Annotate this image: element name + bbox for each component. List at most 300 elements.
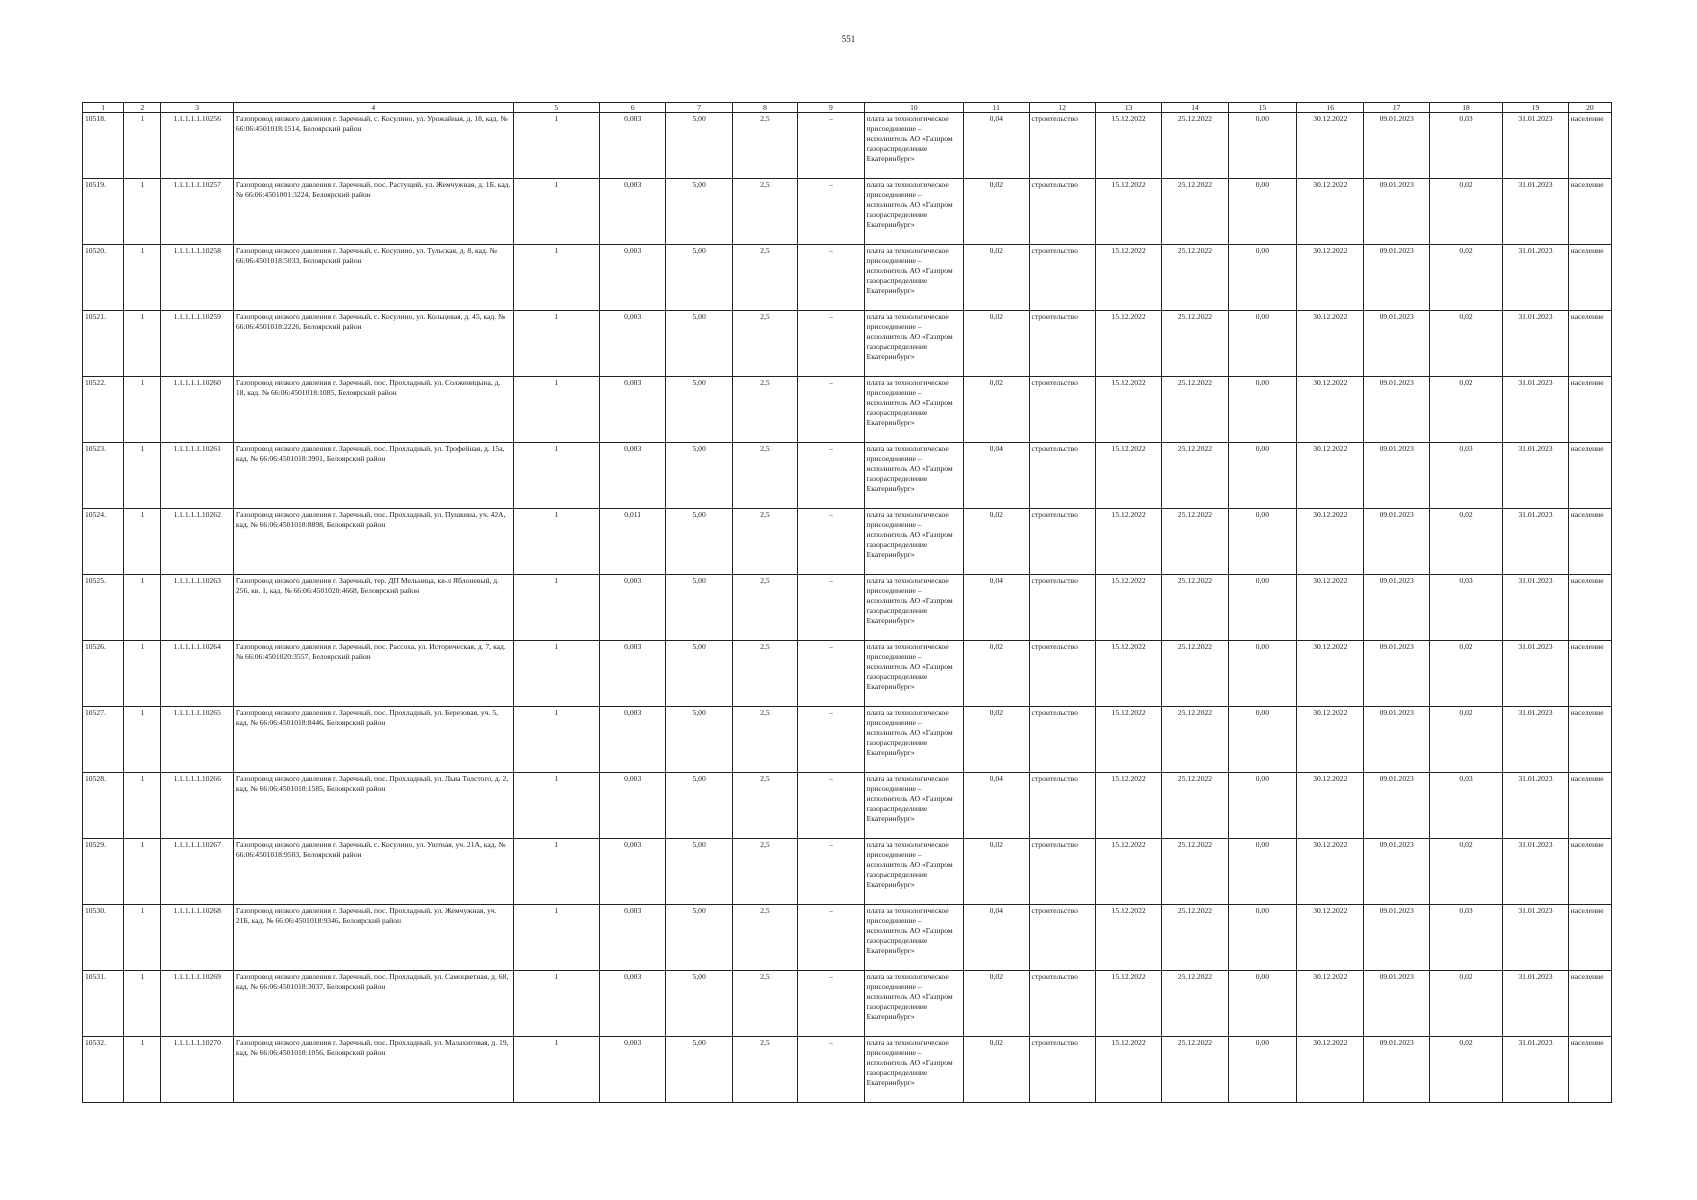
column-header-4: 4: [233, 103, 513, 113]
object-description: Газопровод низкого давления г. Заречный, пос. Прохладный, ул. Пушкина, уч. 42А, кад. № 66:06:4501018:8898, Белоярский район: [233, 509, 513, 575]
start-date: 15.12.2022: [1095, 311, 1161, 377]
end-date: 25.12.2022: [1162, 905, 1228, 971]
quantity-cell: 1: [513, 509, 600, 575]
cost-cell: 0,04: [964, 905, 1029, 971]
end-date: 25.12.2022: [1162, 707, 1228, 773]
object-code: 1.1.1.1.1.10270: [161, 1037, 233, 1103]
quantity-cell: 1: [513, 773, 600, 839]
length-cell: 0,003: [600, 1037, 666, 1103]
object-description: Газопровод низкого давления г. Заречный, пос. Прохладный, ул. Березовая, уч. 5, кад. № 66:06:4501018:8446, Белоярский район: [233, 707, 513, 773]
funding-source: плата за технологическое присоединение – исполнитель АО «Газпром газораспределение Екатеринбург»: [864, 971, 964, 1037]
object-code: 1.1.1.1.1.10259: [161, 311, 233, 377]
cost-with-vat: 0,03: [1429, 905, 1502, 971]
object-description: Газопровод низкого давления г. Заречный, пос. Прохладный, ул. Трофейная, д. 15а, кад. № 66:06:4501018:3901, Белоярский район: [233, 443, 513, 509]
cost-cell: 0,02: [964, 971, 1029, 1037]
diameter-cell: 5,00: [666, 1037, 732, 1103]
start-date: 15.12.2022: [1095, 773, 1161, 839]
table-row: [83, 641, 1612, 707]
consumer-category: население: [1568, 377, 1611, 443]
diameter-cell: 5,00: [666, 575, 732, 641]
table-row: [83, 1037, 1612, 1103]
row-number: 10526.: [83, 641, 124, 707]
activity-type: строительство: [1029, 311, 1095, 377]
column-header-16: 16: [1297, 103, 1364, 113]
pressure-cell: 2,5: [732, 179, 797, 245]
cost-cell: 0,02: [964, 509, 1029, 575]
capacity-cell: –: [798, 971, 864, 1037]
column-header-5: 5: [513, 103, 600, 113]
start-date: 15.12.2022: [1095, 641, 1161, 707]
pressure-cell: 2,5: [732, 575, 797, 641]
diameter-cell: 5,00: [666, 377, 732, 443]
commissioning-date: 30.12.2022: [1297, 377, 1364, 443]
count-cell: 1: [124, 839, 161, 905]
table-row: [83, 707, 1612, 773]
row-number: 10522.: [83, 377, 124, 443]
length-cell: 0,003: [600, 245, 666, 311]
cost-cell: 0,02: [964, 641, 1029, 707]
end-date: 25.12.2022: [1162, 839, 1228, 905]
value-cell: 0,00: [1228, 311, 1296, 377]
table-row: [83, 509, 1612, 575]
count-cell: 1: [124, 641, 161, 707]
final-date: 31.01.2023: [1503, 179, 1568, 245]
object-description: Газопровод низкого давления г. Заречный, пос. Прохладный, ул. Льва Толстого, д. 2, кад. № 66:06:4501018:1585, Белоярский район: [233, 773, 513, 839]
quantity-cell: 1: [513, 575, 600, 641]
row-number: 10524.: [83, 509, 124, 575]
funding-source: плата за технологическое присоединение – исполнитель АО «Газпром газораспределение Екатеринбург»: [864, 773, 964, 839]
commissioning-date: 30.12.2022: [1297, 839, 1364, 905]
value-cell: 0,00: [1228, 245, 1296, 311]
table-row: [83, 971, 1612, 1037]
object-description: Газопровод низкого давления г. Заречный, пос. Прохладный, ул. Малахитовая, д. 19, кад. № 66:06:4501018:1056, Белоярский район: [233, 1037, 513, 1103]
cost-with-vat: 0,02: [1429, 509, 1502, 575]
cost-cell: 0,02: [964, 1037, 1029, 1103]
start-date: 15.12.2022: [1095, 839, 1161, 905]
completion-date: 09.01.2023: [1364, 707, 1429, 773]
value-cell: 0,00: [1228, 377, 1296, 443]
consumer-category: население: [1568, 905, 1611, 971]
final-date: 31.01.2023: [1503, 641, 1568, 707]
object-description: Газопровод низкого давления г. Заречный, пос. Прохладный, ул. Солженицына, д. 18, кад. № 66:06:4501018:1085, Белоярский район: [233, 377, 513, 443]
column-header-14: 14: [1162, 103, 1228, 113]
object-description: Газопровод низкого давления г. Заречный, пос. Растущий, ул. Жемчужная, д. 1Б, кад. № 66:06:4501001:3224, Белоярский район: [233, 179, 513, 245]
diameter-cell: 5,00: [666, 245, 732, 311]
start-date: 15.12.2022: [1095, 245, 1161, 311]
final-date: 31.01.2023: [1503, 1037, 1568, 1103]
table-row: [83, 113, 1612, 179]
end-date: 25.12.2022: [1162, 311, 1228, 377]
quantity-cell: 1: [513, 311, 600, 377]
quantity-cell: 1: [513, 905, 600, 971]
consumer-category: население: [1568, 113, 1611, 179]
capacity-cell: –: [798, 179, 864, 245]
funding-source: плата за технологическое присоединение – исполнитель АО «Газпром газораспределение Екатеринбург»: [864, 707, 964, 773]
column-header-15: 15: [1228, 103, 1296, 113]
capacity-cell: –: [798, 311, 864, 377]
length-cell: 0,003: [600, 311, 666, 377]
consumer-category: население: [1568, 179, 1611, 245]
diameter-cell: 5,00: [666, 311, 732, 377]
funding-source: плата за технологическое присоединение – исполнитель АО «Газпром газораспределение Екатеринбург»: [864, 113, 964, 179]
cost-cell: 0,02: [964, 707, 1029, 773]
funding-source: плата за технологическое присоединение – исполнитель АО «Газпром газораспределение Екатеринбург»: [864, 509, 964, 575]
pressure-cell: 2,5: [732, 245, 797, 311]
row-number: 10529.: [83, 839, 124, 905]
pressure-cell: 2,5: [732, 707, 797, 773]
diameter-cell: 5,00: [666, 641, 732, 707]
quantity-cell: 1: [513, 1037, 600, 1103]
end-date: 25.12.2022: [1162, 245, 1228, 311]
quantity-cell: 1: [513, 707, 600, 773]
pressure-cell: 2,5: [732, 509, 797, 575]
cost-cell: 0,02: [964, 179, 1029, 245]
capacity-cell: –: [798, 839, 864, 905]
column-header-10: 10: [864, 103, 964, 113]
commissioning-date: 30.12.2022: [1297, 245, 1364, 311]
value-cell: 0,00: [1228, 509, 1296, 575]
value-cell: 0,00: [1228, 905, 1296, 971]
completion-date: 09.01.2023: [1364, 311, 1429, 377]
capacity-cell: –: [798, 707, 864, 773]
investment-register-table: [82, 102, 1612, 1103]
commissioning-date: 30.12.2022: [1297, 707, 1364, 773]
commissioning-date: 30.12.2022: [1297, 311, 1364, 377]
count-cell: 1: [124, 179, 161, 245]
length-cell: 0,003: [600, 575, 666, 641]
length-cell: 0,003: [600, 641, 666, 707]
final-date: 31.01.2023: [1503, 377, 1568, 443]
cost-cell: 0,04: [964, 443, 1029, 509]
consumer-category: население: [1568, 1037, 1611, 1103]
count-cell: 1: [124, 575, 161, 641]
pressure-cell: 2,5: [732, 971, 797, 1037]
cost-cell: 0,02: [964, 245, 1029, 311]
length-cell: 0,003: [600, 443, 666, 509]
object-description: Газопровод низкого давления г. Заречный, тер. ДП Мельница, кв-л Яблоневый, д. 256, кв. 1, кад. № 66:06:4501020:4668, Белоярский район: [233, 575, 513, 641]
activity-type: строительство: [1029, 971, 1095, 1037]
cost-with-vat: 0,03: [1429, 443, 1502, 509]
object-code: 1.1.1.1.1.10265: [161, 707, 233, 773]
activity-type: строительство: [1029, 707, 1095, 773]
cost-cell: 0,02: [964, 839, 1029, 905]
pressure-cell: 2,5: [732, 773, 797, 839]
column-header-6: 6: [600, 103, 666, 113]
activity-type: строительство: [1029, 575, 1095, 641]
value-cell: 0,00: [1228, 641, 1296, 707]
completion-date: 09.01.2023: [1364, 905, 1429, 971]
column-header-8: 8: [732, 103, 797, 113]
table-row: [83, 905, 1612, 971]
capacity-cell: –: [798, 1037, 864, 1103]
column-header-7: 7: [666, 103, 732, 113]
row-number: 10527.: [83, 707, 124, 773]
end-date: 25.12.2022: [1162, 575, 1228, 641]
activity-type: строительство: [1029, 443, 1095, 509]
quantity-cell: 1: [513, 245, 600, 311]
commissioning-date: 30.12.2022: [1297, 509, 1364, 575]
final-date: 31.01.2023: [1503, 971, 1568, 1037]
cost-with-vat: 0,03: [1429, 773, 1502, 839]
consumer-category: население: [1568, 773, 1611, 839]
completion-date: 09.01.2023: [1364, 509, 1429, 575]
diameter-cell: 5,00: [666, 113, 732, 179]
cost-with-vat: 0,02: [1429, 1037, 1502, 1103]
count-cell: 1: [124, 311, 161, 377]
consumer-category: население: [1568, 971, 1611, 1037]
length-cell: 0,003: [600, 905, 666, 971]
funding-source: плата за технологическое присоединение – исполнитель АО «Газпром газораспределение Екатеринбург»: [864, 641, 964, 707]
length-cell: 0,003: [600, 179, 666, 245]
end-date: 25.12.2022: [1162, 443, 1228, 509]
page-number: 551: [841, 34, 856, 44]
start-date: 15.12.2022: [1095, 443, 1161, 509]
cost-cell: 0,02: [964, 311, 1029, 377]
consumer-category: население: [1568, 443, 1611, 509]
end-date: 25.12.2022: [1162, 509, 1228, 575]
row-number: 10532.: [83, 1037, 124, 1103]
final-date: 31.01.2023: [1503, 311, 1568, 377]
completion-date: 09.01.2023: [1364, 839, 1429, 905]
completion-date: 09.01.2023: [1364, 971, 1429, 1037]
activity-type: строительство: [1029, 773, 1095, 839]
start-date: 15.12.2022: [1095, 905, 1161, 971]
consumer-category: население: [1568, 641, 1611, 707]
quantity-cell: 1: [513, 113, 600, 179]
start-date: 15.12.2022: [1095, 179, 1161, 245]
value-cell: 0,00: [1228, 971, 1296, 1037]
pressure-cell: 2,5: [732, 311, 797, 377]
completion-date: 09.01.2023: [1364, 377, 1429, 443]
cost-with-vat: 0,03: [1429, 575, 1502, 641]
activity-type: строительство: [1029, 509, 1095, 575]
cost-cell: 0,04: [964, 575, 1029, 641]
row-number: 10525.: [83, 575, 124, 641]
start-date: 15.12.2022: [1095, 707, 1161, 773]
commissioning-date: 30.12.2022: [1297, 1037, 1364, 1103]
object-code: 1.1.1.1.1.10268: [161, 905, 233, 971]
cost-with-vat: 0,02: [1429, 971, 1502, 1037]
pressure-cell: 2,5: [732, 641, 797, 707]
cost-with-vat: 0,02: [1429, 641, 1502, 707]
quantity-cell: 1: [513, 971, 600, 1037]
funding-source: плата за технологическое присоединение – исполнитель АО «Газпром газораспределение Екатеринбург»: [864, 1037, 964, 1103]
capacity-cell: –: [798, 113, 864, 179]
object-description: Газопровод низкого давления г. Заречный, пос. Рассоха, ул. Историческая, д. 7, кад. № 66:06:4501020:3557, Белоярский район: [233, 641, 513, 707]
final-date: 31.01.2023: [1503, 773, 1568, 839]
pressure-cell: 2,5: [732, 905, 797, 971]
end-date: 25.12.2022: [1162, 113, 1228, 179]
diameter-cell: 5,00: [666, 509, 732, 575]
table-row: [83, 377, 1612, 443]
object-description: Газопровод низкого давления г. Заречный, с. Косулино, ул. Тульская, д. 8, кад. № 66:06:4501018:5033, Белоярский район: [233, 245, 513, 311]
column-header-17: 17: [1364, 103, 1429, 113]
diameter-cell: 5,00: [666, 905, 732, 971]
cost-with-vat: 0,02: [1429, 707, 1502, 773]
final-date: 31.01.2023: [1503, 443, 1568, 509]
table-row: [83, 575, 1612, 641]
pressure-cell: 2,5: [732, 377, 797, 443]
commissioning-date: 30.12.2022: [1297, 443, 1364, 509]
table-body: [83, 113, 1612, 1103]
commissioning-date: 30.12.2022: [1297, 905, 1364, 971]
object-description: Газопровод низкого давления г. Заречный, с. Косулино, ул. Урожайная, д. 18, кад. № 66:06:4501018:1514, Белоярский район: [233, 113, 513, 179]
count-cell: 1: [124, 443, 161, 509]
final-date: 31.01.2023: [1503, 905, 1568, 971]
activity-type: строительство: [1029, 245, 1095, 311]
object-code: 1.1.1.1.1.10269: [161, 971, 233, 1037]
activity-type: строительство: [1029, 113, 1095, 179]
quantity-cell: 1: [513, 839, 600, 905]
final-date: 31.01.2023: [1503, 839, 1568, 905]
capacity-cell: –: [798, 641, 864, 707]
funding-source: плата за технологическое присоединение – исполнитель АО «Газпром газораспределение Екатеринбург»: [864, 179, 964, 245]
column-header-11: 11: [964, 103, 1029, 113]
completion-date: 09.01.2023: [1364, 641, 1429, 707]
pressure-cell: 2,5: [732, 839, 797, 905]
count-cell: 1: [124, 905, 161, 971]
end-date: 25.12.2022: [1162, 1037, 1228, 1103]
final-date: 31.01.2023: [1503, 509, 1568, 575]
object-code: 1.1.1.1.1.10267: [161, 839, 233, 905]
start-date: 15.12.2022: [1095, 971, 1161, 1037]
object-description: Газопровод низкого давления г. Заречный, с. Косулино, ул. Уютная, уч. 21А, кад. № 66:06:4501018:9503, Белоярский район: [233, 839, 513, 905]
pressure-cell: 2,5: [732, 113, 797, 179]
column-header-12: 12: [1029, 103, 1095, 113]
cost-with-vat: 0,03: [1429, 113, 1502, 179]
end-date: 25.12.2022: [1162, 773, 1228, 839]
quantity-cell: 1: [513, 179, 600, 245]
pressure-cell: 2,5: [732, 1037, 797, 1103]
object-code: 1.1.1.1.1.10263: [161, 575, 233, 641]
column-header-9: 9: [798, 103, 864, 113]
funding-source: плата за технологическое присоединение – исполнитель АО «Газпром газораспределение Екатеринбург»: [864, 443, 964, 509]
row-number: 10521.: [83, 311, 124, 377]
table-row: [83, 179, 1612, 245]
completion-date: 09.01.2023: [1364, 179, 1429, 245]
capacity-cell: –: [798, 773, 864, 839]
object-code: 1.1.1.1.1.10264: [161, 641, 233, 707]
diameter-cell: 5,00: [666, 443, 732, 509]
count-cell: 1: [124, 707, 161, 773]
end-date: 25.12.2022: [1162, 641, 1228, 707]
consumer-category: население: [1568, 509, 1611, 575]
diameter-cell: 5,00: [666, 773, 732, 839]
funding-source: плата за технологическое присоединение – исполнитель АО «Газпром газораспределение Екатеринбург»: [864, 377, 964, 443]
activity-type: строительство: [1029, 839, 1095, 905]
table-row: [83, 839, 1612, 905]
value-cell: 0,00: [1228, 443, 1296, 509]
row-number: 10519.: [83, 179, 124, 245]
count-cell: 1: [124, 1037, 161, 1103]
column-header-20: 20: [1568, 103, 1611, 113]
activity-type: строительство: [1029, 641, 1095, 707]
commissioning-date: 30.12.2022: [1297, 113, 1364, 179]
pressure-cell: 2,5: [732, 443, 797, 509]
row-number: 10530.: [83, 905, 124, 971]
completion-date: 09.01.2023: [1364, 113, 1429, 179]
value-cell: 0,00: [1228, 179, 1296, 245]
object-code: 1.1.1.1.1.10256: [161, 113, 233, 179]
capacity-cell: –: [798, 905, 864, 971]
quantity-cell: 1: [513, 641, 600, 707]
value-cell: 0,00: [1228, 1037, 1296, 1103]
commissioning-date: 30.12.2022: [1297, 773, 1364, 839]
consumer-category: население: [1568, 575, 1611, 641]
start-date: 15.12.2022: [1095, 575, 1161, 641]
table-row: [83, 443, 1612, 509]
object-code: 1.1.1.1.1.10260: [161, 377, 233, 443]
object-code: 1.1.1.1.1.10257: [161, 179, 233, 245]
capacity-cell: –: [798, 377, 864, 443]
value-cell: 0,00: [1228, 113, 1296, 179]
length-cell: 0,003: [600, 773, 666, 839]
cost-with-vat: 0,02: [1429, 377, 1502, 443]
consumer-category: население: [1568, 245, 1611, 311]
activity-type: строительство: [1029, 1037, 1095, 1103]
count-cell: 1: [124, 971, 161, 1037]
commissioning-date: 30.12.2022: [1297, 641, 1364, 707]
start-date: 15.12.2022: [1095, 377, 1161, 443]
column-header-13: 13: [1095, 103, 1161, 113]
end-date: 25.12.2022: [1162, 971, 1228, 1037]
end-date: 25.12.2022: [1162, 179, 1228, 245]
object-code: 1.1.1.1.1.10258: [161, 245, 233, 311]
value-cell: 0,00: [1228, 773, 1296, 839]
cost-with-vat: 0,02: [1429, 839, 1502, 905]
quantity-cell: 1: [513, 377, 600, 443]
column-header-2: 2: [124, 103, 161, 113]
object-description: Газопровод низкого давления г. Заречный, с. Косулино, ул. Кольцевая, д. 45, кад. № 66:06:4501018:2226, Белоярский район: [233, 311, 513, 377]
cost-cell: 0,04: [964, 113, 1029, 179]
cost-with-vat: 0,02: [1429, 311, 1502, 377]
diameter-cell: 5,00: [666, 179, 732, 245]
row-number: 10528.: [83, 773, 124, 839]
column-header-18: 18: [1429, 103, 1502, 113]
consumer-category: население: [1568, 707, 1611, 773]
column-header-1: 1: [83, 103, 124, 113]
length-cell: 0,003: [600, 839, 666, 905]
length-cell: 0,003: [600, 707, 666, 773]
value-cell: 0,00: [1228, 575, 1296, 641]
completion-date: 09.01.2023: [1364, 575, 1429, 641]
commissioning-date: 30.12.2022: [1297, 575, 1364, 641]
length-cell: 0,003: [600, 113, 666, 179]
final-date: 31.01.2023: [1503, 245, 1568, 311]
start-date: 15.12.2022: [1095, 509, 1161, 575]
capacity-cell: –: [798, 575, 864, 641]
length-cell: 0,003: [600, 971, 666, 1037]
final-date: 31.01.2023: [1503, 575, 1568, 641]
start-date: 15.12.2022: [1095, 113, 1161, 179]
end-date: 25.12.2022: [1162, 377, 1228, 443]
diameter-cell: 5,00: [666, 839, 732, 905]
cost-cell: 0,04: [964, 773, 1029, 839]
capacity-cell: –: [798, 443, 864, 509]
completion-date: 09.01.2023: [1364, 1037, 1429, 1103]
value-cell: 0,00: [1228, 707, 1296, 773]
activity-type: строительство: [1029, 179, 1095, 245]
cost-with-vat: 0,02: [1429, 179, 1502, 245]
object-description: Газопровод низкого давления г. Заречный, пос. Прохладный, ул. Самоцветная, д. 68, кад. № 66:06:4501018:3037, Белоярский район: [233, 971, 513, 1037]
consumer-category: население: [1568, 839, 1611, 905]
column-number-header-row: [83, 103, 1612, 113]
object-code: 1.1.1.1.1.10262: [161, 509, 233, 575]
count-cell: 1: [124, 509, 161, 575]
count-cell: 1: [124, 245, 161, 311]
value-cell: 0,00: [1228, 839, 1296, 905]
row-number: 10518.: [83, 113, 124, 179]
